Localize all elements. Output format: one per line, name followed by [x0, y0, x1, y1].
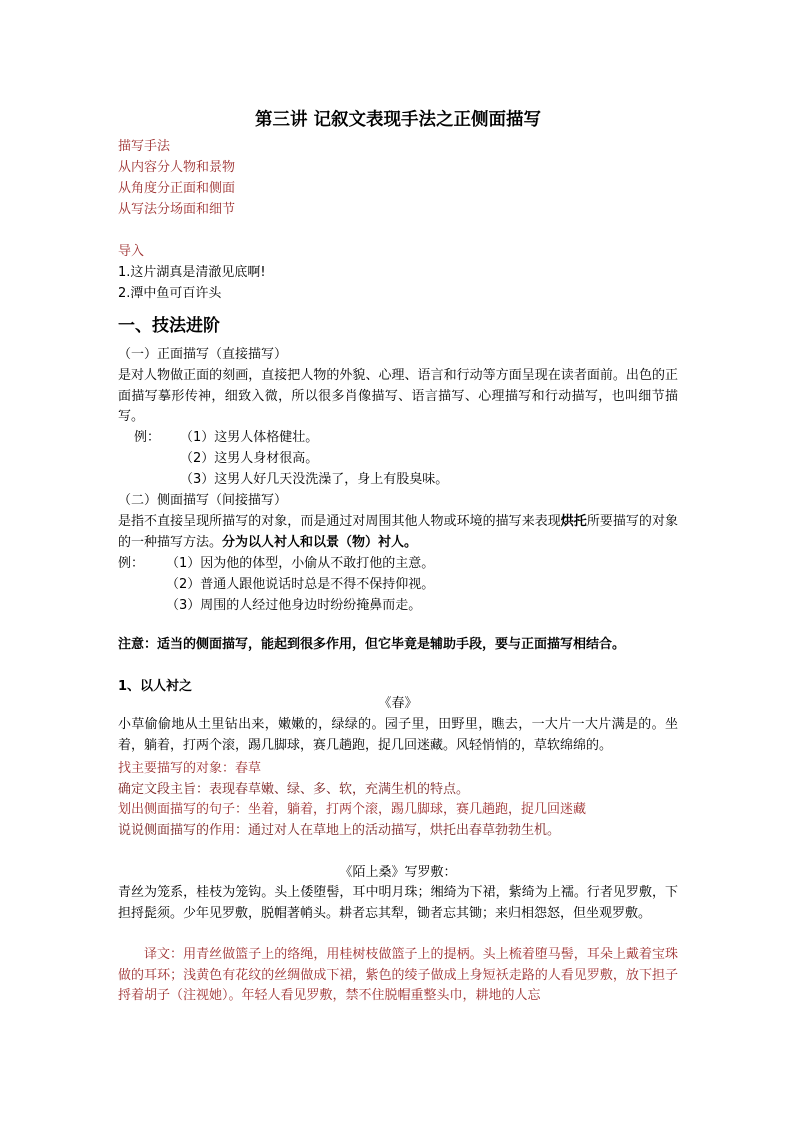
direct-heading: （一）正面描写（直接描写）	[118, 347, 288, 362]
mulberry-translation: 译文：用青丝做篮子上的络绳，用桂树枝做篮子上的提柄。头上梳着堕马髻，耳朵上戴着宝珠做的耳环；浅黄色有花纹的丝绸做成下裙，紫色的绫子做成上身短袄走路的人看见罗敷，放下担子捋着胡子（注视她）。年轻人看见罗敷，禁不住脱帽重整头巾，耕地的人忘	[118, 947, 678, 1003]
note: 注意：适当的侧面描写，能起到很多作用，但它毕竟是辅助手段，要与正面描写相结合。	[118, 637, 626, 652]
analysis-line: 找主要描写的对象：春草	[118, 761, 262, 776]
subsection-heading: 1、以人衬之	[118, 679, 193, 694]
side-text-bold: 烘托	[560, 514, 587, 529]
methods-item: 从角度分正面和侧面	[118, 181, 236, 196]
methods-heading: 描写手法	[118, 139, 171, 154]
side-example: （2）普通人跟他说话时总是不得不保持仰视。	[166, 577, 435, 592]
spring-title: 《春》	[378, 696, 418, 711]
side-example: （3）周围的人经过他身边时纷纷掩鼻而走。	[166, 598, 422, 613]
mulberry-title: 《陌上桑》写罗敷：	[339, 865, 457, 880]
side-paragraph	[118, 512, 678, 553]
direct-example: （1）这男人体格健壮。	[180, 430, 319, 445]
direct-example: （2）这男人身材很高。	[180, 451, 319, 466]
section-heading: 一、技法进阶	[118, 316, 220, 336]
side-text: 所要描写的对象的一种描写方法。	[118, 514, 678, 550]
intro-item: 1.这片湖真是清澈见底啊!	[118, 265, 266, 280]
side-heading: （二）侧面描写（间接描写）	[118, 493, 288, 508]
methods-item: 从写法分场面和细节	[118, 202, 236, 217]
direct-paragraph: 是对人物做正面的刻画，直接把人物的外貌、心理、语言和行动等方面呈现在读者面前。出色的正面描写摹形传神，细致入微，所以很多肖像描写、语言描写、心理描写和行动描写，也叫细节描写。	[118, 368, 678, 424]
analysis-line: 划出侧面描写的句子：坐着，躺着，打两个滚，踢几脚球，赛几趟跑，捉几回迷藏	[118, 802, 587, 817]
intro-item: 2.潭中鱼可百许头	[118, 286, 222, 301]
side-example-label: 例：	[118, 556, 145, 571]
analysis-line: 确定文段主旨：表现春草嫩、绿、多、软，充满生机的特点。	[118, 782, 470, 797]
direct-example-label: 例：	[134, 430, 161, 445]
methods-item: 从内容分人物和景物	[118, 160, 236, 175]
analysis-line: 说说侧面描写的作用：通过对人在草地上的活动描写，烘托出春草勃勃生机。	[118, 823, 561, 838]
intro-heading: 导入	[118, 244, 145, 259]
spring-paragraph: 小草偷偷地从土里钻出来，嫩嫩的，绿绿的。园子里，田野里，瞧去，一大片一大片满是的。坐着，躺着，打两个滚，踢几脚球，赛几趟跑，捉几回迷藏。风轻悄悄的，草软绵绵的。	[118, 717, 678, 753]
side-example: （1）因为他的体型，小偷从不敢打他的主意。	[166, 556, 435, 571]
page-title: 第三讲 记叙文表现手法之正侧面描写	[254, 110, 542, 130]
mulberry-paragraph: 青丝为笼系，桂枝为笼钩。头上倭堕髻，耳中明月珠；缃绮为下裙，紫绮为上襦。行者见罗敷，下担捋髭须。少年见罗敷，脱帽著帩头。耕者忘其犁，锄者忘其锄；来归相怨怒，但坐观罗敷。	[118, 885, 678, 921]
direct-example: （3）这男人好几天没洗澡了，身上有股臭味。	[180, 472, 449, 487]
side-text-bold: 分为以人衬人和以景（物）衬人。	[222, 534, 418, 550]
side-text: 是指不直接呈现所描写的对象，而是通过对周围其他人物或环境的描写来表现	[118, 514, 561, 529]
